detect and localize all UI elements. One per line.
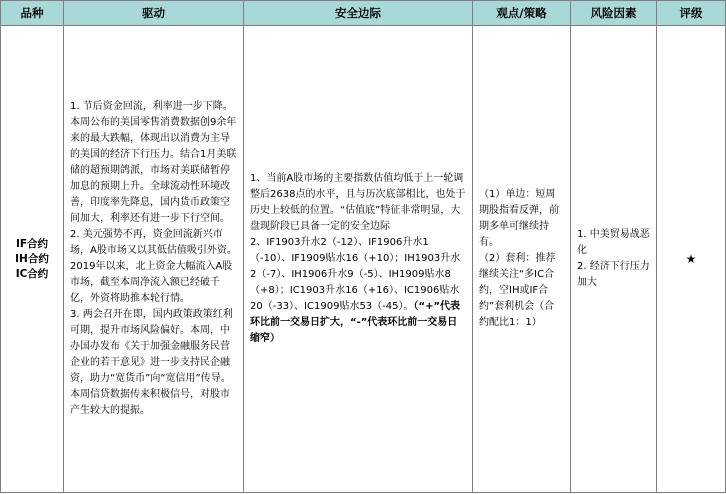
header-risk-factors: 风险因素 [571, 1, 657, 26]
driver-paragraph: 2. 美元强势不再，资金回流新兴市场，A股市场又以其低估值吸引外资。2019年以来，北上资金大幅流入A股市场，截至本周净流入额已经破千亿，外资将助推本轮行情。 [70, 229, 237, 304]
variety-line: IF合约 [15, 237, 49, 250]
strategy-paragraph: （1）单边：短周期股指看反弹，前期多单可继续持有。 [479, 189, 559, 248]
driver-cell [64, 26, 244, 493]
risk-factors-cell [571, 26, 657, 493]
risk-factor-item: 1. 中美贸易战恶化 [577, 229, 650, 256]
risk-factor-item: 2. 经济下行压力加大 [577, 261, 650, 288]
driver-paragraph: 1. 节后资金回流，利率进一步下降。本周公布的美国零售消费数据创9余年来的最大跌幅，体现出以消费为主导的美国的经济下行压力。结合1月美联储的超预期鸽派，市场对美联储暂停加息的预期上升。全球流动性环境改善，印度率先降息，国内货币政策空间加大，利率还有进一步下行空间。 [70, 101, 237, 224]
safety-margin-text: 1、当前A股市场的主要指数估值均低于上一轮调整后2638点的水平，且与历次底部相比，也处于历史上较低的位置。“估值底”特征非常明显，大盘现阶段已具备一定的安全边际 2、IF1903升水2（-12）、IF1906升水1（-10）、IF1909贴水16（+10）；IH1903升水2（-7）、IH1906升水9（-5）、IH1909贴水8（+8）；IC1903升水16（+16）、IC1906贴水20（-33）、IC1909贴水53（-45）。 [250, 173, 466, 312]
driver-paragraph: 3. 两会召开在即，国内政策政策红利可期，提升市场风险偏好。本周，中办国办发布《关于加强金融服务民营企业的若干意见》进一步支持民企融资，助力“宽货币”向“宽信用”传导。本周信贷数据传来积极信号，对股市产生较大的提振。 [70, 309, 233, 416]
star-icon: ★ [685, 252, 697, 266]
table-row [1, 26, 726, 493]
header-row [1, 1, 726, 26]
rating-cell [657, 26, 726, 493]
variety-line: IH合约 [15, 252, 49, 265]
strategy-paragraph: （2）套利：推荐继续关注“多IC合约，空IH或IF合约”套利机会（合约配比1：1） [479, 253, 556, 328]
header-variety: 品种 [1, 1, 64, 26]
variety-cell [1, 26, 64, 493]
header-rating: 评级 [657, 1, 726, 26]
safety-margin-cell [244, 26, 473, 493]
header-driver: 驱动 [64, 1, 244, 26]
view-strategy-cell [473, 26, 571, 493]
safety-margin-note: （“+”代表环比前一交易日扩大，“-”代表环比前一交易日缩窄） [250, 301, 461, 344]
variety-line: IC合约 [15, 267, 49, 280]
header-safety-margin: 安全边际 [244, 1, 473, 26]
header-view-strategy: 观点/策略 [473, 1, 571, 26]
